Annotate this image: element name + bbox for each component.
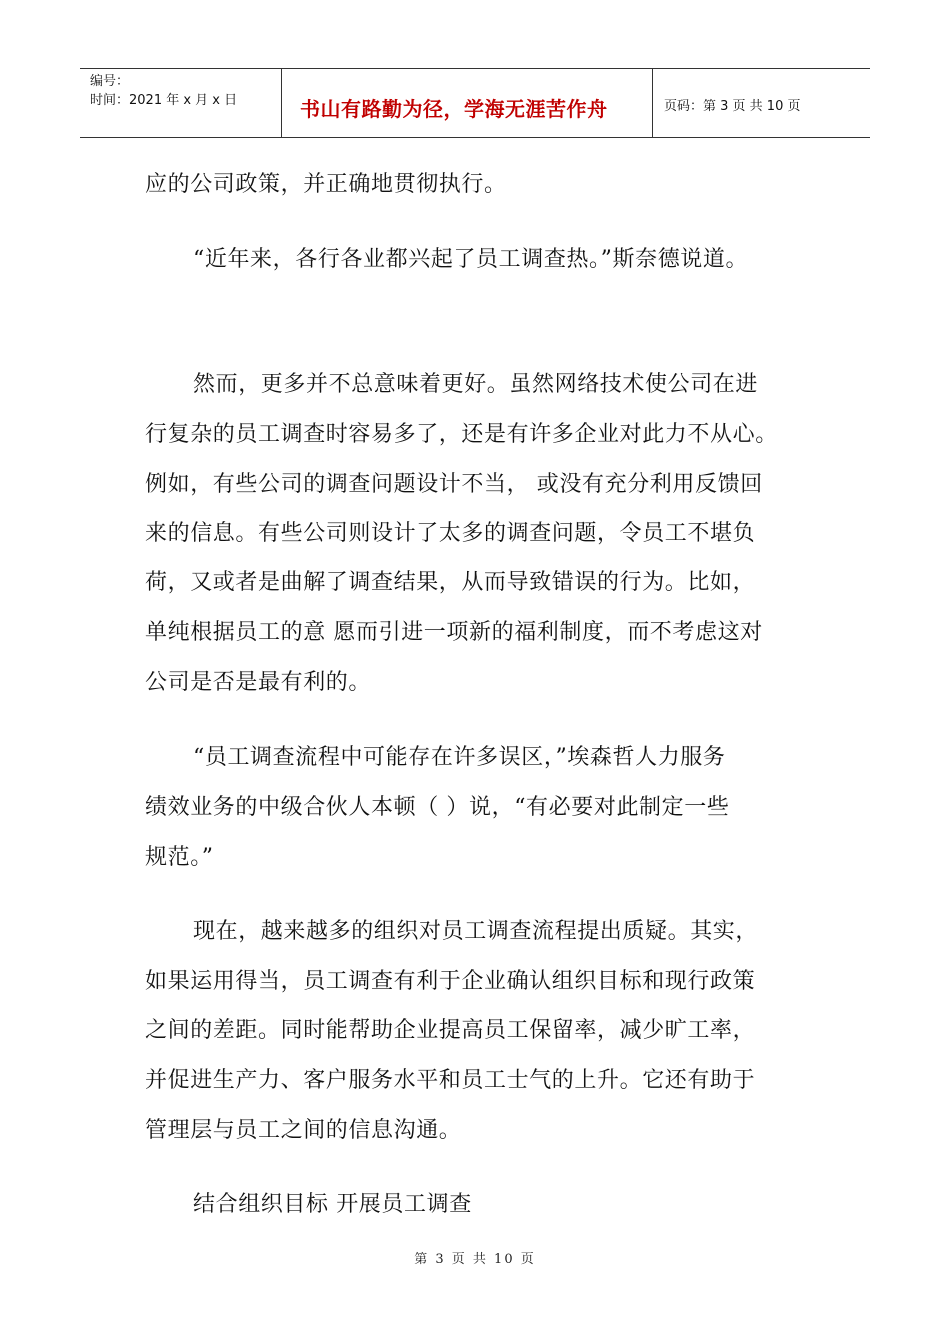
body-line: 规范。” [145, 845, 214, 870]
body-line: 并促进生产力、客户服务水平和员工士气的上升。它还有助于 [145, 1068, 756, 1093]
header-page-cell [652, 69, 870, 137]
body-line: 单纯根据员工的意 愿而引进一项新的福利制度，而不考虑这对 [145, 620, 763, 645]
number-label: 编号： [90, 74, 130, 89]
body-line: 公司是否是最有利的。 [145, 670, 372, 695]
body-line: 绩效业务的中级合伙人本顿（ ）说，“有必要对此制定一些 [145, 795, 730, 820]
header-motto-cell [281, 69, 653, 137]
body-line: 如果运用得当，员工调查有利于企业确认组织目标和现行政策 [145, 969, 756, 994]
body-line: 应的公司政策，并正确地贯彻执行。 [145, 172, 507, 197]
body-line: 现在，越来越多的组织对员工调查流程提出质疑。其实， [193, 919, 759, 944]
body-line: 荷，又或者是曲解了调查结果，从而导致错误的行为。比如， [145, 570, 756, 595]
body-line: 例如，有些公司的调查问题设计不当， 或没有充分利用反馈回 [145, 472, 763, 497]
page-footer: 第 3 页 共 10 页 [414, 1252, 536, 1267]
body-line: 来的信息。有些公司则设计了太多的调查问题，令员工不堪负 [145, 521, 756, 546]
body-line: “近年来，各行各业都兴起了员工调查热。”斯奈德说道。 [193, 247, 749, 272]
body-line: 行复杂的员工调查时容易多了，还是有许多企业对此力不从心。 [145, 422, 778, 447]
body-line: “员工调查流程中可能存在许多误区，”埃森哲人力服务 [193, 745, 726, 770]
time-label: 时间：2021 年 x 月 x 日 [90, 93, 238, 108]
page-header [80, 68, 870, 138]
body-line: 之间的差距。同时能帮助企业提高员工保留率，减少旷工率， [145, 1018, 756, 1043]
header-page-info: 页码：第 3 页 共 10 页 [664, 99, 801, 114]
header-meta-cell [80, 69, 280, 137]
body-line: 然而，更多并不总意味着更好。虽然网络技术使公司在进 [193, 372, 759, 397]
section-heading: 结合组织目标 开展员工调查 [193, 1192, 472, 1217]
motto-text: 书山有路勤为径，学海无涯苦作舟 [300, 97, 608, 121]
body-line: 管理层与员工之间的信息沟通。 [145, 1118, 462, 1143]
